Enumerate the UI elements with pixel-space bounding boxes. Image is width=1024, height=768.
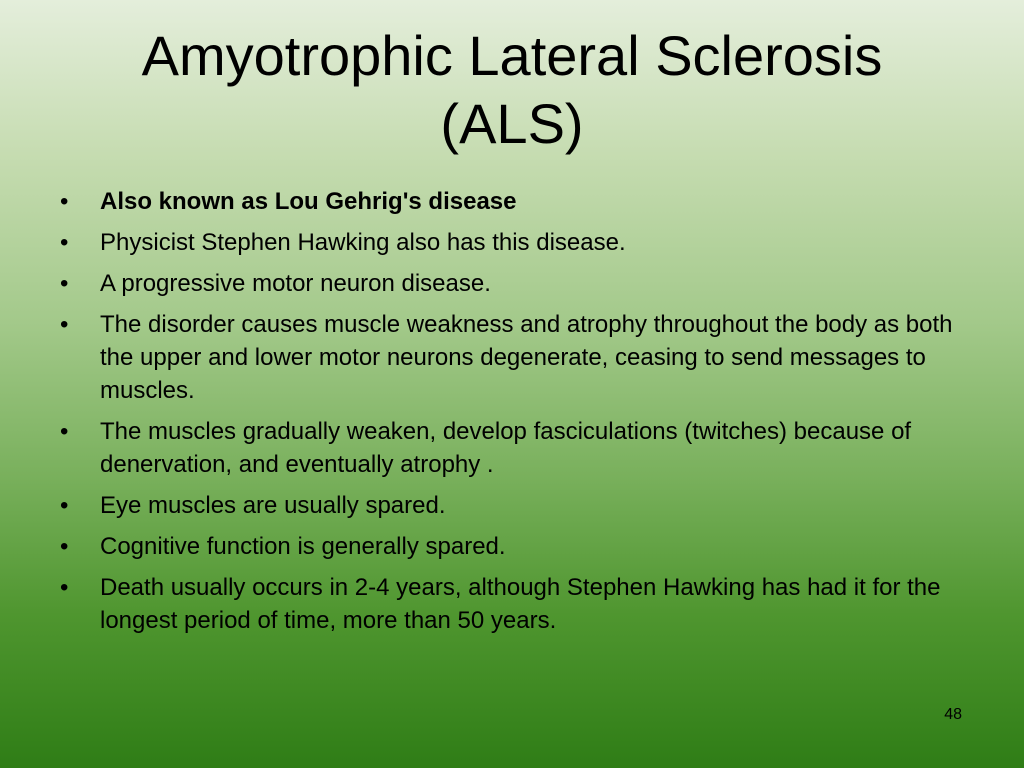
- bullet-item: [56, 185, 956, 218]
- bullet-dot: •: [60, 492, 69, 519]
- bullet-dot: •: [60, 229, 69, 256]
- bullet-dot: •: [60, 418, 69, 445]
- bullet-text: Physicist Stephen Hawking also has this disease.: [100, 229, 626, 256]
- bullet-dot: •: [60, 311, 69, 338]
- bullet-item: [56, 415, 956, 481]
- bullet-text: Eye muscles are usually spared.: [100, 492, 446, 519]
- bullet-item: [56, 489, 956, 522]
- bullet-item: [56, 226, 956, 259]
- bullet-item: [56, 267, 956, 300]
- bullet-text: The disorder causes muscle weakness and atrophy throughout the body as both the upper and lower motor neurons degenerate, ceasing to send messages to muscles.: [100, 311, 953, 404]
- bullet-dot: •: [60, 270, 69, 297]
- bullet-dot: •: [60, 188, 69, 215]
- bullet-list: [56, 185, 956, 645]
- slide-title: [40, 22, 984, 158]
- title-line-2: (ALS): [440, 92, 584, 155]
- bullet-item: [56, 308, 956, 407]
- bullet-text: Cognitive function is generally spared.: [100, 533, 506, 560]
- title-line-1: Amyotrophic Lateral Sclerosis: [141, 24, 883, 87]
- bullet-text: Death usually occurs in 2-4 years, although Stephen Hawking has had it for the longest period of time, more than 50 years.: [100, 574, 941, 634]
- bullet-text: The muscles gradually weaken, develop fasciculations (twitches) because of denervation, and eventually atrophy .: [100, 418, 912, 478]
- bullet-dot: •: [60, 574, 69, 601]
- bullet-text: A progressive motor neuron disease.: [100, 270, 491, 297]
- bullet-item: [56, 571, 956, 637]
- bullet-item: [56, 530, 956, 563]
- bullet-dot: •: [60, 533, 69, 560]
- bullet-text: Also known as Lou Gehrig's disease: [100, 188, 517, 215]
- page-number: 48: [944, 706, 962, 723]
